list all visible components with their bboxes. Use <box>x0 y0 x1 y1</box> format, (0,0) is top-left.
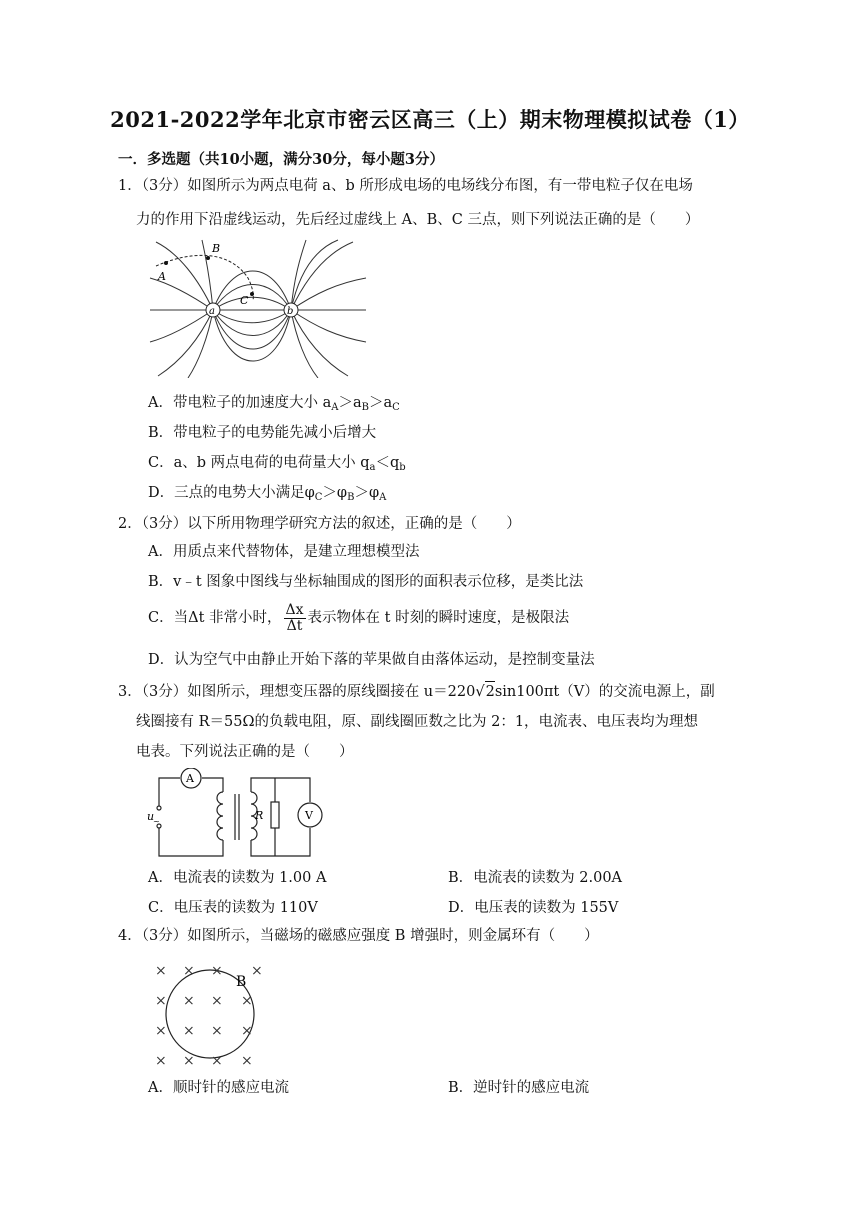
point-C-label: C <box>240 294 249 307</box>
magnetic-field-ring-figure <box>148 956 272 1068</box>
ac-symbol-icon: ~ <box>153 817 160 826</box>
q4-option-b: B．逆时针的感应电流 <box>448 1080 590 1096</box>
field-into-page-icon: × <box>155 1053 167 1068</box>
charge-b-label: b <box>287 306 294 317</box>
q3-stem-line3: 电表。下列说法正确的是（ ） <box>136 744 354 760</box>
field-into-page-icon: × <box>183 1053 195 1068</box>
field-into-page-icon: × <box>155 1023 167 1039</box>
q2-option-a: A．用质点来代替物体，是建立理想模型法 <box>148 544 420 560</box>
voltmeter-label: V <box>305 809 313 822</box>
q1-stem-line2: 力的作用下沿虚线运动，先后经过虚线上 A、B、C 三点，则下列说法正确的是（ ） <box>136 212 700 228</box>
field-into-page-icon: × <box>183 963 195 979</box>
q2-option-d: D．认为空气中由静止开始下落的苹果做自由落体运动，是控制变量法 <box>148 652 595 668</box>
q1-option-a: A．带电粒子的加速度大小 $a_A>a_B>a_C$ <box>148 395 400 413</box>
field-into-page-icon: × <box>241 1023 253 1039</box>
transformer-circuit-figure <box>145 768 325 864</box>
q3-option-c: C．电压表的读数为 110V <box>148 900 318 916</box>
field-into-page-icon: × <box>183 1023 195 1039</box>
field-into-page-icon: × <box>251 963 263 979</box>
field-into-page-icon: × <box>183 993 195 1009</box>
ammeter-label: A <box>186 772 194 785</box>
q2-option-c: C．当Δt 非常小时， $\frac{\Delta x}{\Delta t}$ 表示物体在 t 时刻的瞬时速度，是极限法 <box>148 601 570 634</box>
q3-option-b: B．电流表的读数为 2.00A <box>448 870 623 886</box>
q1-stem-line1: 1．（3分）如图所示为两点电荷 a、b 所形成电场的电场线分布图，有一带电粒子仅在电场 <box>118 178 693 194</box>
field-into-page-icon: × <box>211 1053 223 1068</box>
field-b-label: B <box>236 974 247 990</box>
charge-a-label: a <box>209 306 215 317</box>
q3-option-d: D．电压表的读数为 155V <box>448 900 619 916</box>
q3-option-a: A．电流表的读数为 1.00 A <box>148 870 327 886</box>
field-into-page-icon: × <box>155 963 167 979</box>
q3-stem-line1: 3．（3分）如图所示，理想变压器的原线圈接在 u＝220√2sin100πt（V）的交流电源上，副 <box>118 681 715 702</box>
q4-option-a: A．顺时针的感应电流 <box>148 1080 289 1096</box>
field-into-page-icon: × <box>241 993 253 1009</box>
exam-title: 2021-2022学年北京市密云区高三（上）期末物理模拟试卷（1） <box>110 107 750 132</box>
field-into-page-icon: × <box>211 963 223 979</box>
q2-option-b: B．v﹣t 图象中图线与坐标轴围成的图形的面积表示位移，是类比法 <box>148 574 584 590</box>
field-into-page-icon: × <box>241 1053 253 1068</box>
q1-option-c: C．a、b 两点电荷的电荷量大小 $q_a<q_b$ <box>148 455 406 473</box>
q3-stem-line2: 线圈接有 R＝55Ω的负载电阻，原、副线圈匝数之比为 2：1，电流表、电压表均为理想 <box>136 714 699 730</box>
delta-x-over-delta-t-fraction: $\frac{\Delta x}{\Delta t}$ <box>285 601 304 634</box>
resistor-label: R <box>255 809 264 822</box>
section-heading: 一．多选题（共10小题，满分30分，每小题3分） <box>118 151 444 168</box>
q1-option-b: B．带电粒子的电势能先减小后增大 <box>148 425 377 441</box>
field-into-page-icon: × <box>211 993 223 1009</box>
point-A-label: A <box>158 270 166 283</box>
q4-stem: 4．（3分）如图所示，当磁场的磁感应强度 B 增强时，则金属环有（ ） <box>118 928 599 944</box>
electric-field-lines-figure <box>148 238 368 378</box>
source-u-label: u <box>147 810 155 823</box>
q1-option-d: D．三点的电势大小满足$\varphi_C>\varphi_B>\varphi_A$ <box>148 485 387 503</box>
field-into-page-icon: × <box>155 993 167 1009</box>
point-B-label: B <box>212 242 221 255</box>
field-into-page-icon: × <box>211 1023 223 1039</box>
q2-stem: 2．（3分）以下所用物理学研究方法的叙述，正确的是（ ） <box>118 516 521 532</box>
